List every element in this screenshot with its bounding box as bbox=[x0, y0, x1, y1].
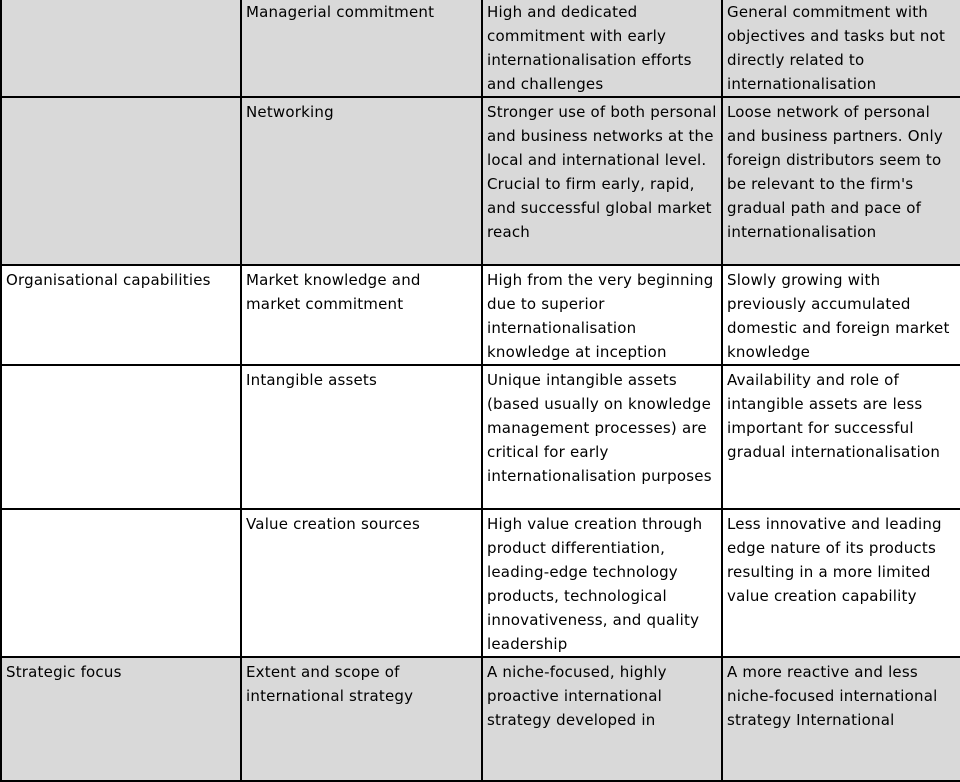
table-row bbox=[1, 657, 960, 781]
category-cell: Organisational capabilities bbox=[1, 265, 241, 365]
dimension-cell: Value creation sources bbox=[241, 509, 482, 657]
born-global-cell: High and dedicated commitment with early internationalisation efforts and challenges bbox=[482, 0, 722, 97]
dimension-cell: Networking bbox=[241, 97, 482, 265]
born-global-cell: Stronger use of both personal and business networks at the local and international level. Crucial to firm early, rapid, and successful global market reach bbox=[482, 97, 722, 265]
category-cell bbox=[1, 97, 241, 265]
dimension-cell: Market knowledge and market commitment bbox=[241, 265, 482, 365]
born-global-cell: Unique intangible assets (based usually on knowledge management processes) are critical for early internationalisation purposes bbox=[482, 365, 722, 509]
table-row bbox=[1, 265, 960, 365]
gradual-cell: Availability and role of intangible assets are less important for successful gradual internationalisation bbox=[722, 365, 960, 509]
category-cell bbox=[1, 509, 241, 657]
category-cell bbox=[1, 0, 241, 97]
dimension-cell: Intangible assets bbox=[241, 365, 482, 509]
category-cell: Strategic focus bbox=[1, 657, 241, 781]
gradual-cell: A more reactive and less niche-focused international strategy International bbox=[722, 657, 960, 781]
gradual-cell: Slowly growing with previously accumulated domestic and foreign market knowledge bbox=[722, 265, 960, 365]
gradual-cell: Loose network of personal and business partners. Only foreign distributors seem to be relevant to the firm's gradual path and pace of internationalisation bbox=[722, 97, 960, 265]
gradual-cell: General commitment with objectives and tasks but not directly related to internationalisation bbox=[722, 0, 960, 97]
table-row bbox=[1, 365, 960, 509]
dimension-cell: Managerial commitment bbox=[241, 0, 482, 97]
table-row bbox=[1, 0, 960, 97]
table-row bbox=[1, 97, 960, 265]
gradual-cell: Less innovative and leading edge nature of its products resulting in a more limited value creation capability bbox=[722, 509, 960, 657]
born-global-cell: High from the very beginning due to superior internationalisation knowledge at inception bbox=[482, 265, 722, 365]
born-global-cell: High value creation through product differentiation, leading-edge technology products, technological innovativeness, and quality leadership bbox=[482, 509, 722, 657]
dimension-cell: Extent and scope of international strategy bbox=[241, 657, 482, 781]
born-global-cell: A niche-focused, highly proactive international strategy developed in bbox=[482, 657, 722, 781]
table-row bbox=[1, 509, 960, 657]
category-cell bbox=[1, 365, 241, 509]
